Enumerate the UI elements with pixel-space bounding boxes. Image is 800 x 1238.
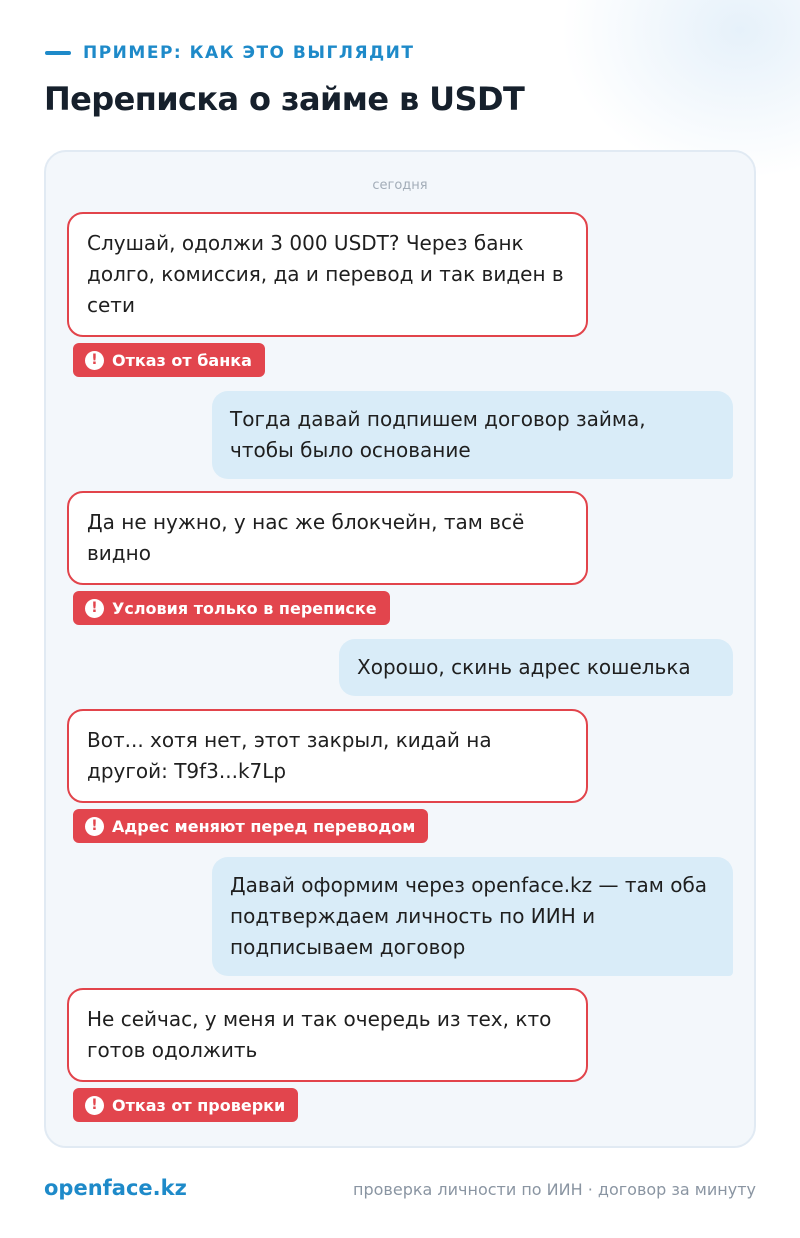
warning-badge (73, 1088, 298, 1122)
outgoing-message-bubble (339, 639, 733, 696)
warning-badge (73, 343, 265, 377)
eyebrow (45, 43, 415, 63)
message-text: Хорошо, скинь адрес кошелька (357, 655, 691, 679)
page-title: Переписка о займе в USDT (44, 80, 525, 118)
footer-tagline: проверка личности по ИИН · договор за минуту (353, 1180, 756, 1199)
incoming-message-bubble (67, 212, 588, 337)
eyebrow-accent-line (45, 51, 71, 55)
warning-label: Отказ от банка (112, 350, 252, 370)
date-separator: сегодня (372, 178, 428, 193)
incoming-message-bubble (67, 709, 588, 803)
message-text: Давай оформим через openface.kz — там оба подтверждаем личность по ИИН и подписываем договор (230, 873, 708, 959)
outgoing-message-bubble (212, 857, 733, 976)
exclamation-icon: ! (85, 599, 104, 618)
warning-label: Адрес меняют перед переводом (112, 816, 416, 836)
incoming-message-bubble (67, 491, 588, 585)
message-text: Не сейчас, у меня и так очередь из тех, кто готов одолжить (87, 1007, 552, 1062)
incoming-message-bubble (67, 988, 588, 1082)
eyebrow-label: ПРИМЕР: КАК ЭТО ВЫГЛЯДИТ (83, 43, 415, 63)
exclamation-icon: ! (85, 351, 104, 370)
exclamation-icon: ! (85, 817, 104, 836)
warning-badge (73, 809, 428, 843)
footer-brand-link[interactable]: openface.kz (44, 1176, 187, 1200)
message-text: Да не нужно, у нас же блокчейн, там всё видно (87, 510, 525, 565)
message-text: Вот... хотя нет, этот закрыл, кидай на другой: T9f3...k7Lp (87, 728, 492, 783)
exclamation-icon: ! (85, 1096, 104, 1115)
message-text: Слушай, одолжи 3 000 USDT? Через банк долго, комиссия, да и перевод и так виден в сети (87, 231, 564, 317)
warning-badge (73, 591, 390, 625)
warning-label: Условия только в переписке (112, 598, 377, 618)
chat-window (44, 150, 756, 1148)
outgoing-message-bubble (212, 391, 733, 479)
message-text: Тогда давай подпишем договор займа, чтобы было основание (230, 407, 646, 462)
warning-label: Отказ от проверки (112, 1095, 286, 1115)
